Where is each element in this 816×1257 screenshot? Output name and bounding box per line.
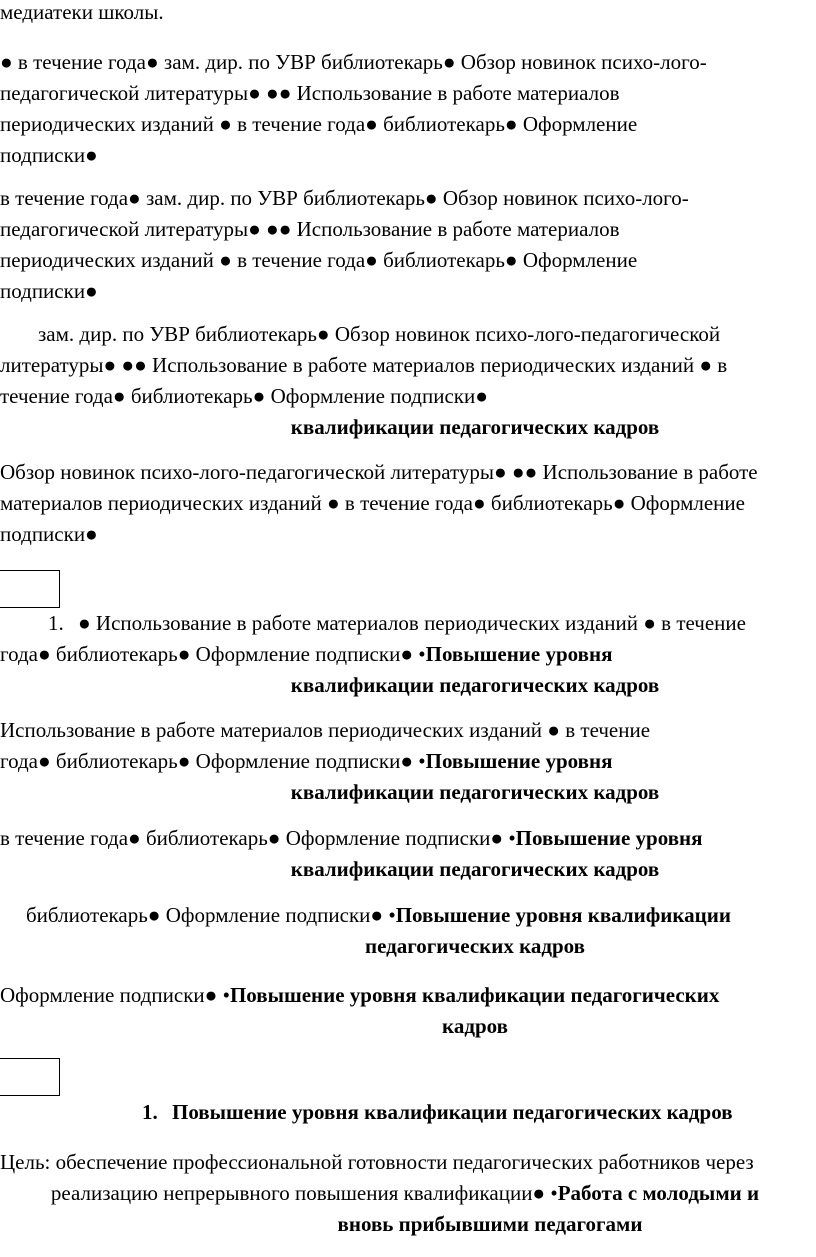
text-line: подписки●	[0, 522, 98, 546]
text-line: подписки●	[0, 143, 98, 167]
text-line: ● в течение года● зам. дир. по УВР библиотекарь● Обзор новинок психо-лого-	[0, 50, 707, 74]
paragraph-9	[0, 980, 810, 1042]
text-line: реализацию непрерывного повышения квалификации● •	[50, 1181, 558, 1205]
empty-table-cell	[0, 1058, 60, 1096]
paragraph-intro	[0, 0, 810, 28]
text-line: Цель: обеспечение профессиональной готовности педагогических работников через	[0, 1150, 754, 1174]
paragraph-1	[0, 47, 810, 171]
bold-heading: вновь прибывшими педагогами	[337, 1212, 643, 1236]
text-line: литературы● ●● Использование в работе материалов периодических изданий ● в	[0, 353, 728, 377]
bold-heading: кадров	[442, 1014, 508, 1038]
text-line: в течение года● зам. дир. по УВР библиотекарь● Обзор новинок психо-лого-	[0, 186, 689, 210]
heading-text: Повышение уровня квалификации педагогических кадров	[172, 1100, 733, 1124]
bold-heading: квалификации педагогических кадров	[290, 780, 660, 804]
bold-text: Работа с молодыми и	[557, 1181, 760, 1205]
bold-heading: квалификации педагогических кадров	[290, 673, 660, 697]
text-line: библиотекарь● Оформление подписки● •	[26, 903, 396, 927]
list-item-1	[0, 608, 810, 701]
text-line: периодических изданий ● в течение года● библиотекарь● Оформление	[0, 112, 638, 136]
paragraph-8	[0, 900, 810, 962]
bold-heading: квалификации педагогических кадров	[290, 857, 660, 881]
text-line: течение года● библиотекарь● Оформление подписки●	[0, 384, 488, 408]
text-line: зам. дир. по УВР библиотекарь● Обзор новинок психо-лого-педагогической	[38, 322, 721, 346]
text-line: года● библиотекарь● Оформление подписки● •	[0, 642, 426, 666]
paragraph-3	[0, 319, 810, 443]
text-line: периодических изданий ● в течение года● библиотекарь● Оформление	[0, 248, 638, 272]
text-line: медиатеки школы.	[0, 0, 164, 24]
paragraph-4	[0, 457, 810, 550]
empty-table-cell	[0, 570, 60, 608]
bold-heading: педагогических кадров	[364, 934, 585, 958]
bold-text: Повышение уровня	[425, 749, 613, 773]
paragraph-7	[0, 823, 810, 885]
paragraph-2	[0, 183, 810, 307]
text-line: педагогической литературы● ●● Использование в работе материалов	[0, 81, 620, 105]
bold-text: Повышение уровня квалификации педагогических	[229, 983, 720, 1007]
text-line: Оформление подписки● •	[0, 983, 230, 1007]
text-line: в течение года● библиотекарь● Оформление подписки● •	[0, 826, 516, 850]
list-number: 1.	[48, 611, 64, 635]
text-line: подписки●	[0, 279, 98, 303]
bold-text: Повышение уровня квалификации	[395, 903, 731, 927]
bold-text: Повышение уровня	[425, 642, 613, 666]
text-line: педагогической литературы● ●● Использование в работе материалов	[0, 217, 620, 241]
bold-heading: квалификации педагогических кадров	[290, 415, 660, 439]
section-heading	[0, 1097, 810, 1128]
text-line: ● Использование в работе материалов периодических изданий ● в течение	[78, 611, 746, 635]
text-line: Обзор новинок психо-лого-педагогической литературы● ●● Использование в работе	[0, 460, 758, 484]
goal-paragraph	[0, 1147, 810, 1240]
text-line: года● библиотекарь● Оформление подписки● •	[0, 749, 426, 773]
paragraph-6	[0, 715, 810, 808]
bold-text: Повышение уровня	[515, 826, 703, 850]
text-line: Использование в работе материалов периодических изданий ● в течение	[0, 718, 651, 742]
text-line: материалов периодических изданий ● в течение года● библиотекарь● Оформление	[0, 491, 745, 515]
heading-number: 1.	[142, 1100, 158, 1124]
